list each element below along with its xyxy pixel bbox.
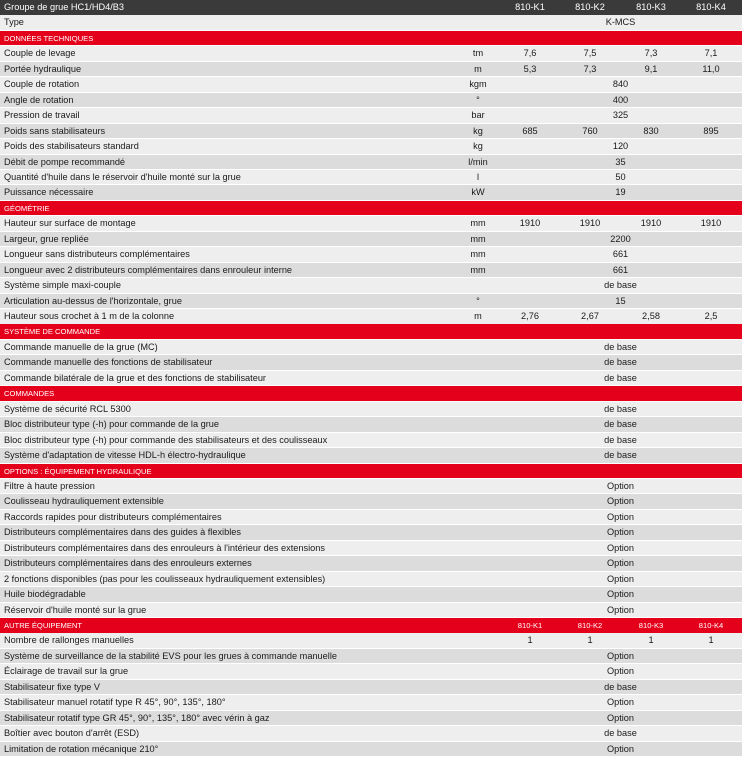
table-row [0,649,742,665]
table-row [0,278,742,294]
model-header-4: 810-K4 [698,621,724,630]
row-unit [452,510,504,525]
row-label: Commande bilatérale de la grue et des fonctions de stabilisateur [4,372,266,383]
row-unit [452,433,504,448]
row-unit [452,355,504,370]
row-label: Articulation au-dessus de l'horizontale, grue [4,295,182,306]
row-value-2: 7,5 [583,48,597,59]
row-value: Option [606,712,635,723]
row-value-3: 1 [648,635,654,646]
row-value: Option [606,604,635,615]
row-label: Angle de rotation [4,94,74,105]
row-value-4: 2,5 [704,311,718,321]
row-value: de base [604,341,637,352]
table-row [0,294,742,310]
row-value: Option [606,589,635,600]
table-row [0,417,742,433]
table-row [0,170,742,186]
row-label: Bloc distributeur type (-h) pour commande des stabilisateurs et des coulisseaux [4,434,328,445]
section-header [0,31,742,47]
row-label: Système d'adaptation de vitesse HDL-h électro-hydraulique [4,450,246,461]
row-unit: mm [470,233,486,244]
row-value: 661 [612,249,629,260]
table-row [0,680,742,696]
row-unit [452,587,504,602]
row-label: Bloc distributeur type (-h) pour commande de la grue [4,419,219,430]
row-unit [452,742,504,757]
row-label: Puissance nécessaire [4,187,94,198]
section-header [0,386,742,402]
row-value: Option [606,558,635,569]
section-header [0,324,742,340]
row-value: 661 [612,264,629,275]
row-label: Poids des stabilisateurs standard [4,141,139,152]
row-value-1: 2,76 [521,311,539,321]
row-unit [452,448,504,463]
row-unit: m [474,311,482,321]
table-row [0,587,742,603]
row-label: Longueur sans distributeurs complémentaires [4,249,190,260]
model-header-1: 810-K1 [515,2,545,12]
row-value: 120 [612,141,629,152]
row-value: Option [606,697,635,708]
section-header [0,464,742,480]
row-value: Option [606,650,635,661]
table-row [0,139,742,155]
row-unit [452,680,504,695]
table-row [0,711,742,727]
row-value: 840 [612,79,629,90]
row-unit [452,494,504,509]
row-label: Distributeurs complémentaires dans des enrouleurs à l'intérieur des extensions [4,542,325,553]
row-unit: kgm [469,79,487,90]
table-row [0,309,742,325]
table-row [0,695,742,711]
row-value: de base [604,419,637,430]
table-row [0,572,742,588]
model-header-2: 810-K2 [577,621,603,630]
table-row [0,93,742,109]
row-label: Pression de travail [4,110,80,121]
row-label: Poids sans stabilisateurs [4,125,106,136]
row-label: Éclairage de travail sur la grue [4,666,129,677]
table-row [0,263,742,279]
row-value-4: 895 [703,125,719,136]
table-title: Groupe de grue HC1/HD4/B3 [4,2,125,12]
row-value-4: 11,0 [702,63,720,74]
row-unit [452,556,504,571]
row-label: Boîtier avec bouton d'arrêt (ESD) [4,728,140,739]
row-value: Option [606,666,635,677]
row-unit: kW [471,187,485,198]
row-value: 35 [615,156,626,167]
row-value-3: 1910 [640,218,662,229]
table-row [0,510,742,526]
table-row [0,633,742,649]
row-unit: mm [470,249,486,260]
row-label: Système simple maxi-couple [4,280,121,291]
row-value: 2200 [610,233,631,244]
section-title: SYSTÈME DE COMMANDE [4,327,101,337]
table-row [0,155,742,171]
table-row [0,216,742,232]
row-label: Filtre à haute pression [4,480,95,491]
row-unit [452,633,504,648]
row-value-3: 9,1 [644,63,658,74]
table-row [0,77,742,93]
row-value-1: 685 [522,125,538,136]
row-value: Option [606,480,635,491]
table-row [0,494,742,510]
table-row [0,664,742,680]
row-value: de base [604,450,637,461]
row-unit [452,525,504,540]
row-unit [452,340,504,355]
table-row [0,124,742,140]
row-value: de base [604,434,637,445]
row-unit: tm [472,48,484,59]
row-unit [452,664,504,679]
row-value: 19 [615,187,626,198]
section-header [0,618,742,634]
row-value: 15 [615,295,626,306]
row-value-2: 2,67 [581,311,599,321]
row-value-3: 830 [643,125,659,136]
row-value-3: 7,3 [644,48,658,59]
row-unit [452,371,504,386]
table-row [0,247,742,263]
section-title: COMMANDES [4,389,55,399]
row-label: Couple de levage [4,48,76,59]
row-value: de base [604,280,637,291]
row-label: Distributeurs complémentaires dans des enrouleurs externes [4,558,252,569]
row-label: Système de sécurité RCL 5300 [4,403,131,414]
row-unit [452,572,504,587]
table-row [0,525,742,541]
row-label: Stabilisateur manuel rotatif type R 45°, 90°, 135°, 180° [4,697,226,708]
row-value: de base [604,728,637,739]
table-row [0,556,742,572]
row-unit: kg [473,125,483,136]
row-label: Portée hydraulique [4,63,82,74]
section-title: GÉOMÉTRIE [4,203,50,213]
table-row [0,433,742,449]
row-label: Distributeurs complémentaires dans des guides à flexibles [4,527,241,538]
row-label: 2 fonctions disponibles (pas pour les coulisseaux hydrauliquement extensibles) [4,573,326,584]
row-unit [452,278,504,293]
row-unit [452,402,504,417]
row-label: Nombre de rallonges manuelles [4,635,134,646]
row-label: Hauteur sous crochet à 1 m de la colonne [4,311,175,321]
row-unit [452,541,504,556]
row-value-4: 1910 [700,218,722,229]
section-title: AUTRE ÉQUIPEMENT [4,621,83,630]
table-row [0,603,742,619]
table-row [0,62,742,78]
section-header [0,201,742,217]
row-unit: l/min [468,156,488,167]
row-value-4: 1 [708,635,714,646]
row-value-2: 760 [582,125,598,136]
row-label: Hauteur sur surface de montage [4,218,136,229]
row-value: de base [604,403,637,414]
row-value: Option [606,527,635,538]
row-unit [452,695,504,710]
row-value-2: 1 [587,635,593,646]
row-label: Huile biodégradable [4,589,86,600]
row-value-1: 1910 [519,218,541,229]
row-label: Type [4,17,24,28]
row-unit: ° [476,94,480,105]
row-value-1: 5,3 [523,63,537,74]
row-label: Système de surveillance de la stabilité EVS pour les grues à commande manuelle [4,650,337,661]
table-row [0,448,742,464]
row-value: 325 [612,110,629,121]
row-unit: l [476,171,480,182]
row-unit [452,15,504,30]
table-row [0,371,742,387]
row-unit [452,726,504,741]
row-value: Option [606,573,635,584]
model-header-1: 810-K1 [517,621,543,630]
row-unit: kg [473,141,483,152]
row-value-4: 7,1 [704,48,718,59]
row-label: Longueur avec 2 distributeurs complémentaires dans enrouleur interne [4,264,293,275]
row-unit [452,479,504,494]
section-title: DONNÉES TECHNIQUES [4,33,94,43]
row-label: Stabilisateur rotatif type GR 45°, 90°, 135°, 180° avec vérin à gaz [4,712,270,723]
row-label: Quantité d'huile dans le réservoir d'huile monté sur la grue [4,171,241,182]
row-unit: bar [471,110,485,121]
row-unit: ° [476,295,480,306]
row-label: Limitation de rotation mécanique 210° [4,743,159,754]
row-value-3: 2,58 [642,311,660,321]
row-value: Option [606,542,635,553]
row-unit: mm [470,218,486,229]
table-row [0,340,742,356]
table-row [0,541,742,557]
row-value: de base [604,372,637,383]
row-unit [452,649,504,664]
table-row [0,185,742,201]
row-value: Option [606,496,635,507]
row-unit: mm [470,264,486,275]
table-row [0,108,742,124]
row-value: de base [604,681,637,692]
row-unit [452,417,504,432]
table-row [0,742,742,758]
table-row [0,232,742,248]
model-header-4: 810-K4 [696,2,726,12]
row-label: Réservoir d'huile monté sur la grue [4,604,147,615]
row-label: Raccords rapides pour distributeurs complémentaires [4,511,222,522]
row-value: 50 [615,171,626,182]
row-value: 400 [612,94,629,105]
table-row [0,479,742,495]
row-unit [452,603,504,618]
section-title: OPTIONS : ÉQUIPEMENT HYDRAULIQUE [4,466,152,476]
row-value: Option [606,743,635,754]
row-label: Stabilisateur fixe type V [4,681,101,692]
row-unit: m [474,63,482,74]
table-row [0,355,742,371]
row-label: Couple de rotation [4,79,80,90]
row-label: Débit de pompe recommandé [4,156,126,167]
table-row [0,726,742,742]
row-value: K-MCS [605,17,636,28]
row-value-2: 1910 [579,218,601,229]
row-label: Commande manuelle des fonctions de stabilisateur [4,357,213,368]
row-value-1: 1 [527,635,533,646]
row-value: Option [606,511,635,522]
row-label: Commande manuelle de la grue (MC) [4,341,158,352]
row-value: de base [604,357,637,368]
row-label: Coulisseau hydrauliquement extensible [4,496,164,507]
model-header-2: 810-K2 [575,2,605,12]
table-row [0,46,742,62]
row-value-2: 7,3 [583,63,597,74]
table-row [0,402,742,418]
row-unit [452,711,504,726]
model-header-3: 810-K3 [636,2,666,12]
row-value-1: 7,6 [523,48,537,59]
table-row [0,15,742,31]
table-header [0,0,742,16]
row-label: Largeur, grue repliée [4,233,89,244]
model-header-3: 810-K3 [638,621,664,630]
